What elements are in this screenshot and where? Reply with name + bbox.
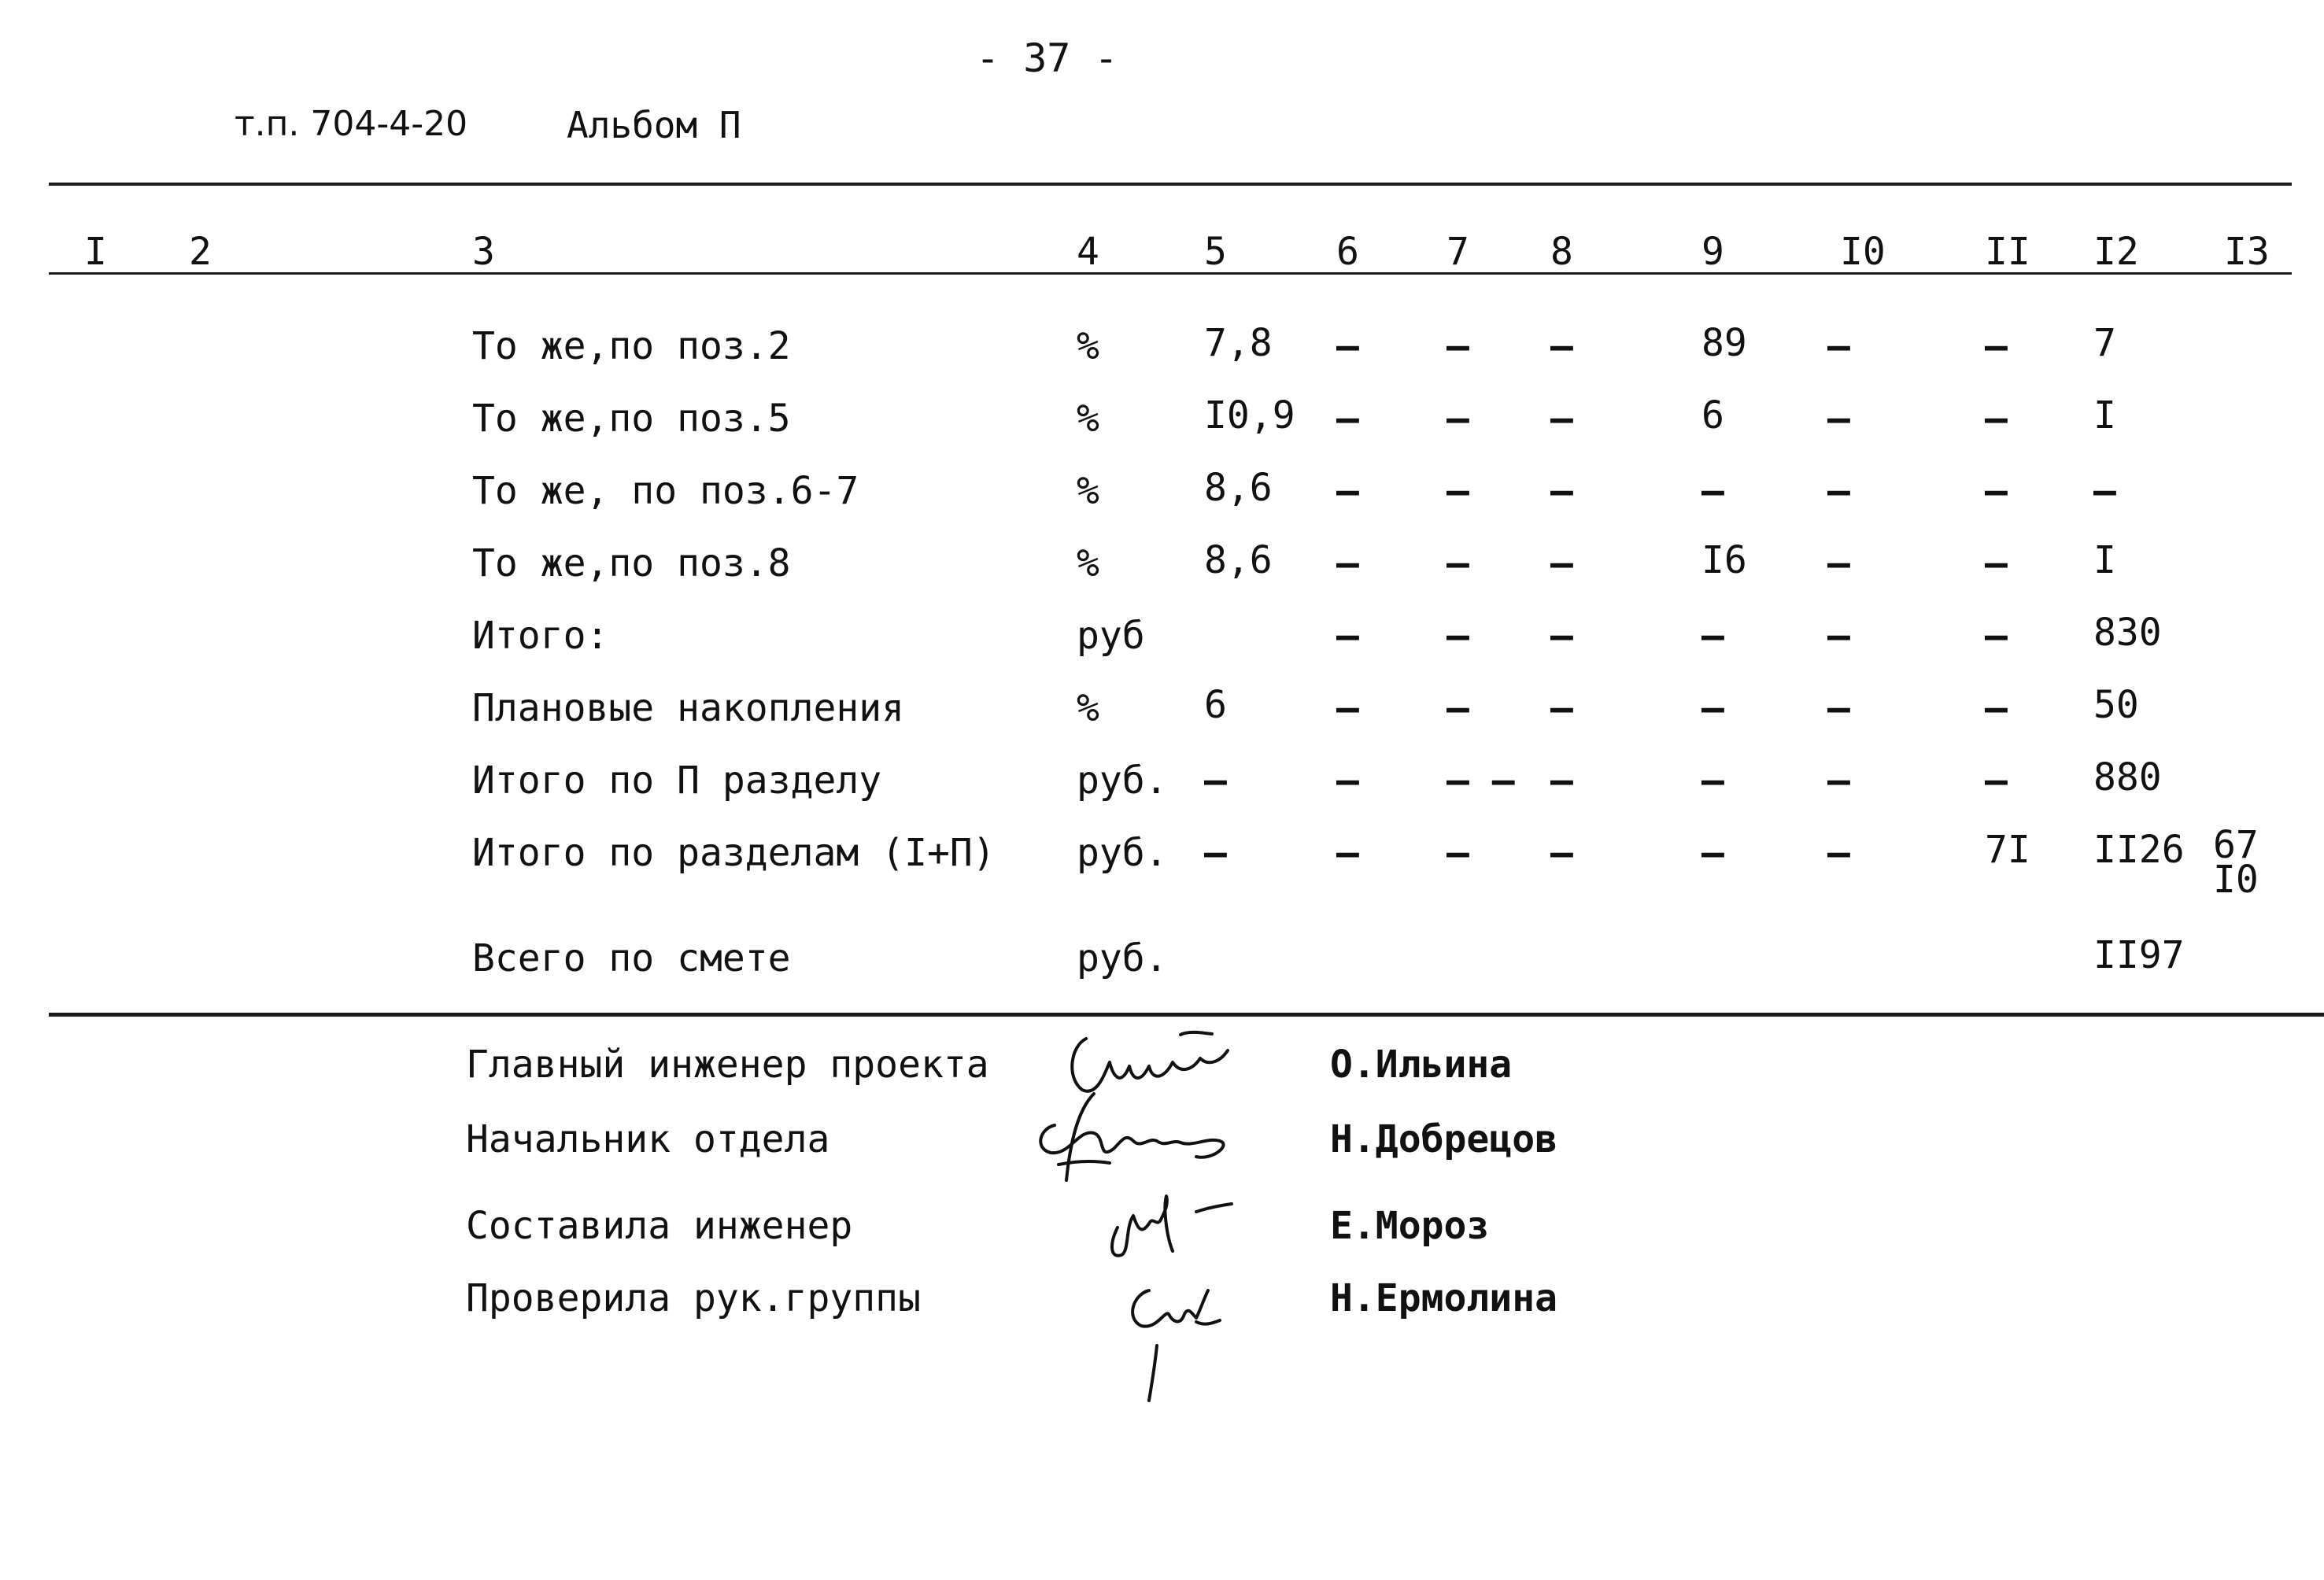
row-c5: 6 [1204,683,1227,727]
row-unit: % [1077,686,1099,730]
row-c8: – [1550,324,1573,368]
row-label: То же,по поз.8 [472,541,791,585]
column-header: II [1985,230,2030,274]
row-c5: – [1204,831,1227,875]
row-c9: 6 [1701,393,1724,437]
row-c8: – [1550,831,1573,875]
column-header: 2 [189,230,212,274]
row-c12: 880 [2093,755,2162,799]
row-label: Итого по П разделу [472,759,882,803]
row-c12: I [2093,393,2116,437]
column-header: 4 [1077,230,1099,274]
column-header-rule [49,272,2292,275]
total-value: II97 [2093,933,2185,977]
row-c10: – [1827,397,1850,441]
row-c11: – [1985,541,2008,585]
handwritten-signature [1023,1086,1259,1196]
row-c6: – [1336,686,1359,730]
row-c12: II26 [2093,828,2185,872]
row-c5: I0,9 [1204,393,1295,437]
signature-role: Проверила рук.группы [466,1276,921,1320]
signature-role: Составила инженер [466,1204,853,1248]
row-c12: I [2093,538,2116,582]
column-header: I2 [2093,230,2139,274]
row-c8: – [1550,614,1573,658]
row-c10: – [1827,759,1850,803]
column-header: 3 [472,230,495,274]
row-c8: – [1550,541,1573,585]
column-header: 7 [1446,230,1469,274]
column-header: 6 [1336,230,1359,274]
row-c9: – [1701,831,1724,875]
row-c11: – [1985,469,2008,513]
row-c7: – [1446,831,1469,875]
row-c8: – [1550,759,1573,803]
row-label: То же,по поз.2 [472,324,791,368]
album-label: Альбом П [567,104,741,146]
row-c9: I6 [1701,538,1747,582]
row-c6: – [1336,759,1359,803]
row-label: Итого по разделам (I+П) [472,831,996,875]
row-c10: – [1827,686,1850,730]
column-header: 5 [1204,230,1227,274]
row-c7: – [1446,541,1469,585]
row-c7: – [1446,397,1469,441]
row-label: То же,по поз.5 [472,397,791,441]
row-c6: – [1336,614,1359,658]
row-c11: – [1985,324,2008,368]
row-c11: 7I [1985,828,2030,872]
row-unit: % [1077,324,1099,368]
row-c6: – [1336,324,1359,368]
column-header: I3 [2224,230,2270,274]
handwritten-signature [1094,1259,1251,1416]
signatory-name: Н.Добрецов [1330,1117,1557,1161]
row-c11: – [1985,614,2008,658]
column-header: 9 [1701,230,1724,274]
row-c12: 50 [2093,683,2139,727]
row-c9: – [1701,614,1724,658]
row-c10: – [1827,541,1850,585]
row-c5: 8,6 [1204,538,1273,582]
row-c10: – [1827,831,1850,875]
signatory-name: Е.Мороз [1330,1204,1490,1248]
row-c10: – [1827,469,1850,513]
row-c7: – [1446,324,1469,368]
row-c9: 89 [1701,321,1747,365]
row-c7: – [1446,469,1469,513]
row-c12: – [2093,469,2116,513]
row-unit: % [1077,397,1099,441]
row-c10: – [1827,614,1850,658]
row-c6: – [1336,397,1359,441]
signatory-name: Н.Ермолина [1330,1276,1557,1320]
row-unit: руб. [1077,831,1168,875]
row-c5: 8,6 [1204,466,1273,510]
row-c7: – [1446,686,1469,730]
row-c12: 7 [2093,321,2116,365]
row-c6: – [1336,831,1359,875]
handwritten-signature [1094,1180,1251,1267]
row-c9: – [1701,686,1724,730]
row-label: То же, по поз.6-7 [472,469,859,513]
document-reference: т.п. 704-4-20 [235,104,468,144]
row-c5: 7,8 [1204,321,1273,365]
row-c7: – [1446,614,1469,658]
row-unit: % [1077,541,1099,585]
total-label: Всего по смете [472,936,791,980]
total-unit: руб. [1077,936,1168,980]
row-c8: – [1550,397,1573,441]
row-label: Плановые накопления [472,686,905,730]
row-c6: – [1336,469,1359,513]
row-unit: руб [1077,614,1145,658]
row-unit: руб. [1077,759,1168,803]
row-c13: 67 I0 [2213,823,2259,902]
row-c11: – [1985,397,2008,441]
page-number: - 37 - [976,35,1118,81]
column-header: 8 [1550,230,1573,274]
row-c8: – [1550,469,1573,513]
row-unit: % [1077,469,1099,513]
column-header: I [84,230,107,274]
row-c7: – – [1446,759,1515,803]
signature-role: Начальник отдела [466,1117,830,1161]
signatory-name: О.Ильина [1330,1043,1513,1087]
row-c10: – [1827,324,1850,368]
row-c9: – [1701,759,1724,803]
row-c9: – [1701,469,1724,513]
row-c12: 830 [2093,611,2162,655]
signature-role: Главный инженер проекта [466,1043,989,1087]
row-label: Итого: [472,614,609,658]
row-c6: – [1336,541,1359,585]
row-c11: – [1985,759,2008,803]
total-rule [49,1013,2324,1017]
column-header: I0 [1840,230,1886,274]
row-c11: – [1985,686,2008,730]
row-c5: – [1204,759,1227,803]
top-rule [49,183,2292,186]
row-c8: – [1550,686,1573,730]
